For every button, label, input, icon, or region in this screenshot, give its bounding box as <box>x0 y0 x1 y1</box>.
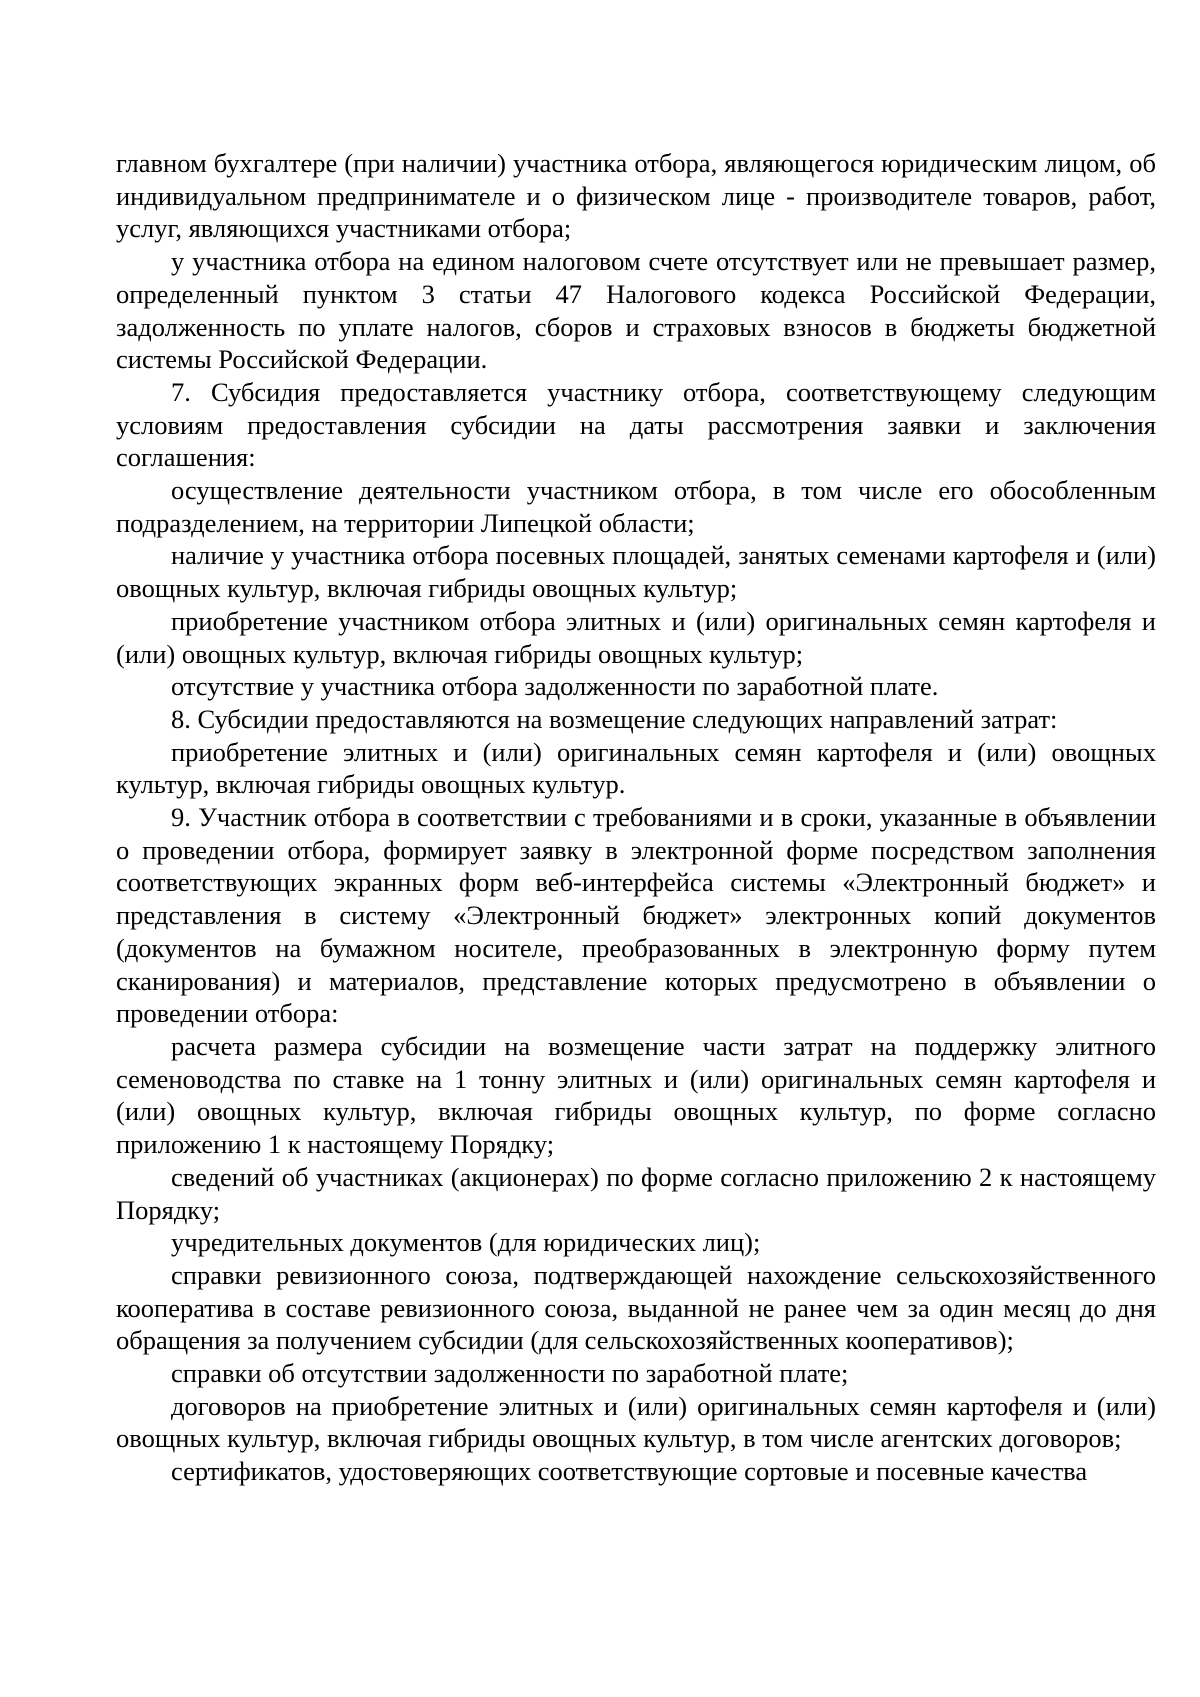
paragraph: главном бухгалтере (при наличии) участника отбора, являющегося юридическим лицом, об индивидуальном предпринимателе и о физическом лице - производителе товаров, работ, услуг, являющихся участниками отбора; <box>116 148 1156 244</box>
paragraph: приобретение элитных и (или) оригинальных семян картофеля и (или) овощных культур, включая гибриды овощных культур. <box>116 736 1156 800</box>
paragraph: справки об отсутствии задолженности по заработной плате; <box>171 1358 849 1389</box>
paragraph: у участника отбора на едином налоговом счете отсутствует или не превышает размер, определенный пунктом 3 статьи 47 Налогового кодекса Российской Федерации, задолженность по уплате налогов, сборов и страховых взносов в бюджеты бюджетной системы Российской Федерации. <box>116 246 1156 375</box>
paragraph: справки ревизионного союза, подтверждающей нахождение сельскохозяйственного кооператива в составе ревизионного союза, выданной не ранее чем за один месяц до дня обращения за получением субсидии (для сельскохозяйственных кооперативов); <box>116 1259 1156 1356</box>
paragraph: приобретение участником отбора элитных и (или) оригинальных семян картофеля и (или) овощных культур, включая гибриды овощных культур; <box>116 605 1156 669</box>
document-body <box>116 147 1156 1488</box>
paragraph: 7. Субсидия предоставляется участнику отбора, соответствующему следующим условиям предоставления субсидии на даты рассмотрения заявки и заключения соглашения: <box>116 376 1156 473</box>
paragraph: осуществление деятельности участником отбора, в том числе его обособленным подразделением, на территории Липецкой области; <box>116 475 1156 538</box>
paragraph: расчета размера субсидии на возмещение части затрат на поддержку элитного семеноводства по ставке на 1 тонну элитных и (или) оригинальных семян картофеля и (или) овощных культур, включая гибриды овощных культур, по форме согласно приложению 1 к настоящему Порядку; <box>116 1030 1156 1160</box>
paragraph: договоров на приобретение элитных и (или) оригинальных семян картофеля и (или) овощных культур, включая гибриды овощных культур, в том числе агентских договоров; <box>116 1390 1156 1454</box>
paragraph: сведений об участниках (акционерах) по форме согласно приложению 2 к настоящему Порядку; <box>116 1161 1156 1225</box>
paragraph: учредительных документов (для юридических лиц); <box>171 1227 761 1258</box>
paragraph: 8. Субсидии предоставляются на возмещение следующих направлений затрат: <box>171 703 1058 734</box>
paragraph: 9. Участник отбора в соответствии с требованиями и в сроки, указанные в объявлении о проведении отбора, формирует заявку в электронной форме посредством заполнения соответствующих экранных форм веб-интерфейса системы «Электронный бюджет» и представления в систему «Электронный бюджет» электронных копий документов (документов на бумажном носителе, преобразованных в электронную форму путем сканирования) и материалов, представление которых предусмотрено в объявлении о проведении отбора: <box>116 802 1156 1029</box>
paragraph: отсутствие у участника отбора задолженности по заработной плате. <box>171 671 939 702</box>
paragraph: наличие у участника отбора посевных площадей, занятых семенами картофеля и (или) овощных культур, включая гибриды овощных культур; <box>116 540 1156 604</box>
paragraph: сертификатов, удостоверяющих соответствующие сортовые и посевные качества <box>171 1456 1088 1487</box>
